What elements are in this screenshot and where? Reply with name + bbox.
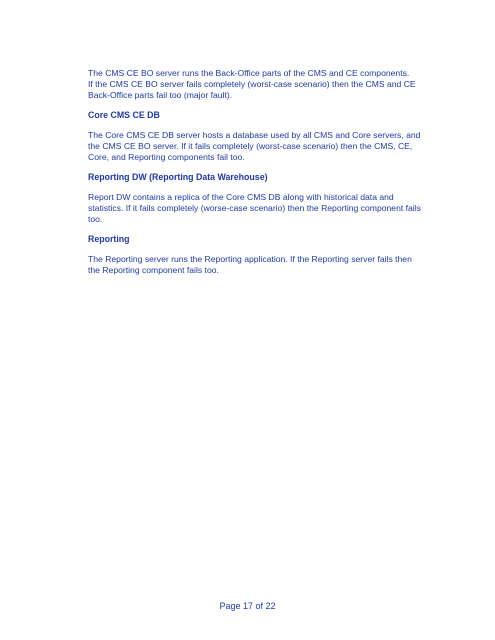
heading-reporting-dw: Reporting DW (Reporting Data Warehouse)	[88, 172, 268, 182]
page-number-footer: Page 17 of 22	[219, 601, 276, 611]
heading-core-cms-ce-db: Core CMS CE DB	[88, 110, 160, 120]
paragraph-core-cms-ce-db: The Core CMS CE DB server hosts a database used by all CMS and Core servers, and the CMS CE BO server. If it fails completely (worst-case scenario) then the CMS, CE, Core, and Reporting components fail too.	[88, 130, 421, 162]
heading-reporting: Reporting	[88, 234, 130, 244]
paragraph-reporting-dw: Report DW contains a replica of the Core CMS DB along with historical data and statistics. If it fails completely (worse-case scenario) then the Reporting component fails too.	[88, 192, 421, 224]
paragraph-cms-ce-bo: The CMS CE BO server runs the Back-Office parts of the CMS and CE components. If the CMS CE BO server fails completely (worst-case scenario) then the CMS and CE Back-Office parts fail too (major fault).	[88, 68, 416, 100]
paragraph-reporting: The Reporting server runs the Reporting application. If the Reporting server fails then the Reporting component fails too.	[88, 254, 412, 275]
page-content	[88, 68, 438, 285]
